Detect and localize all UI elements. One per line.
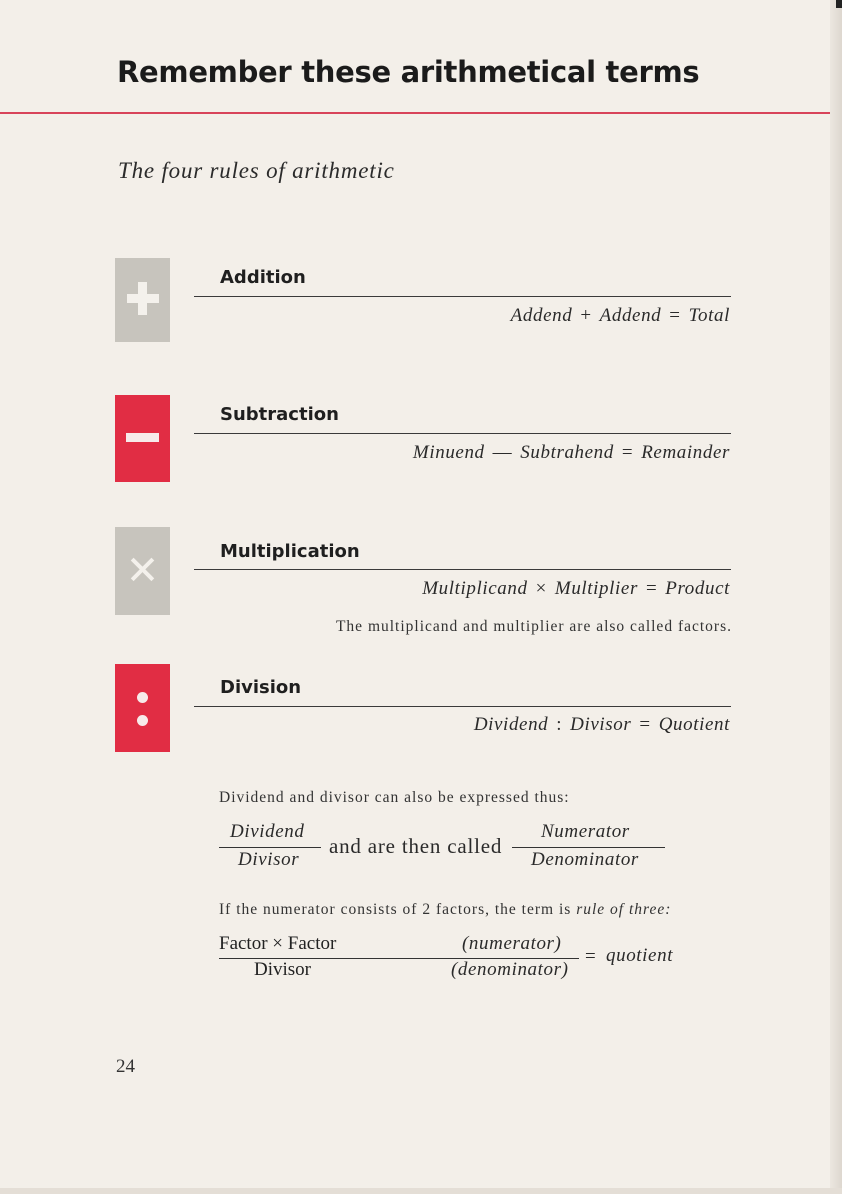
fraction-numerator: Factor × Factor xyxy=(219,933,337,954)
factors-note: The multiplicand and multiplier are also called factors. xyxy=(335,618,732,635)
formula-equals: = xyxy=(669,305,681,326)
formula-equals: = xyxy=(639,714,651,735)
formula xyxy=(511,305,730,327)
formula-operator: + xyxy=(580,305,592,326)
formula-operator: : xyxy=(556,714,563,735)
formula-term: Addend xyxy=(599,305,662,326)
fraction-bar xyxy=(219,847,321,848)
page-edge xyxy=(830,0,842,1194)
denominator-label: (denominator) xyxy=(451,959,569,980)
formula-equals: = xyxy=(621,442,634,463)
page-corner-mark xyxy=(836,0,842,8)
page-title: Remember these arithmetical terms xyxy=(117,55,700,89)
division-intro: Dividend and divisor can also be expressed thus: xyxy=(219,789,570,806)
formula xyxy=(422,578,730,600)
formula-result: Quotient xyxy=(658,714,730,735)
formula-result: Product xyxy=(665,578,730,599)
fraction-numerator: Dividend xyxy=(230,821,305,842)
formula-operator: × xyxy=(535,578,547,599)
section-heading: Multiplication xyxy=(220,541,360,562)
section-rule xyxy=(194,296,731,297)
formula-term: Subtrahend xyxy=(520,442,614,463)
connector-text: and are then called xyxy=(329,834,503,858)
numerator-label: (numerator) xyxy=(462,933,562,954)
section-rule xyxy=(194,433,731,434)
formula xyxy=(474,714,730,736)
formula-term: Addend xyxy=(510,305,573,326)
fraction-denominator: Divisor xyxy=(254,959,311,980)
rule-of-three-intro xyxy=(219,901,671,919)
formula-term: Multiplier xyxy=(554,578,638,599)
page-bottom-edge xyxy=(0,1188,842,1194)
times-icon: ✕ xyxy=(115,527,170,615)
formula-term: Dividend xyxy=(473,714,549,735)
formula-term: Multiplicand xyxy=(422,578,528,599)
plus-icon xyxy=(115,258,170,342)
formula-term: Divisor xyxy=(570,714,632,735)
equals-sign: = xyxy=(585,946,597,967)
formula-result: Total xyxy=(688,305,730,326)
rule-of-three-prefix: If the numerator consists of 2 factors, the term is xyxy=(219,901,572,918)
section-heading: Subtraction xyxy=(220,404,339,425)
formula-operator: — xyxy=(492,442,513,463)
formula-term: Minuend xyxy=(412,442,485,463)
fraction-bar xyxy=(512,847,665,848)
formula-equals: = xyxy=(645,578,658,599)
fraction-denominator: Divisor xyxy=(238,849,300,870)
section-heading: Division xyxy=(220,677,302,698)
title-divider xyxy=(0,112,830,114)
quotient-result: quotient xyxy=(606,945,674,966)
section-heading: Addition xyxy=(220,267,306,288)
page-number: 24 xyxy=(116,1056,135,1077)
divide-icon xyxy=(115,664,170,752)
fraction-denominator: Denominator xyxy=(531,849,639,870)
fraction-numerator: Numerator xyxy=(541,821,630,842)
formula-result: Remainder xyxy=(641,442,730,463)
page-subtitle: The four rules of arithmetic xyxy=(118,158,395,183)
formula xyxy=(413,442,730,464)
rule-of-three-term: rule of three: xyxy=(576,901,672,918)
section-rule xyxy=(194,569,731,570)
minus-icon xyxy=(115,395,170,482)
section-rule xyxy=(194,706,731,707)
